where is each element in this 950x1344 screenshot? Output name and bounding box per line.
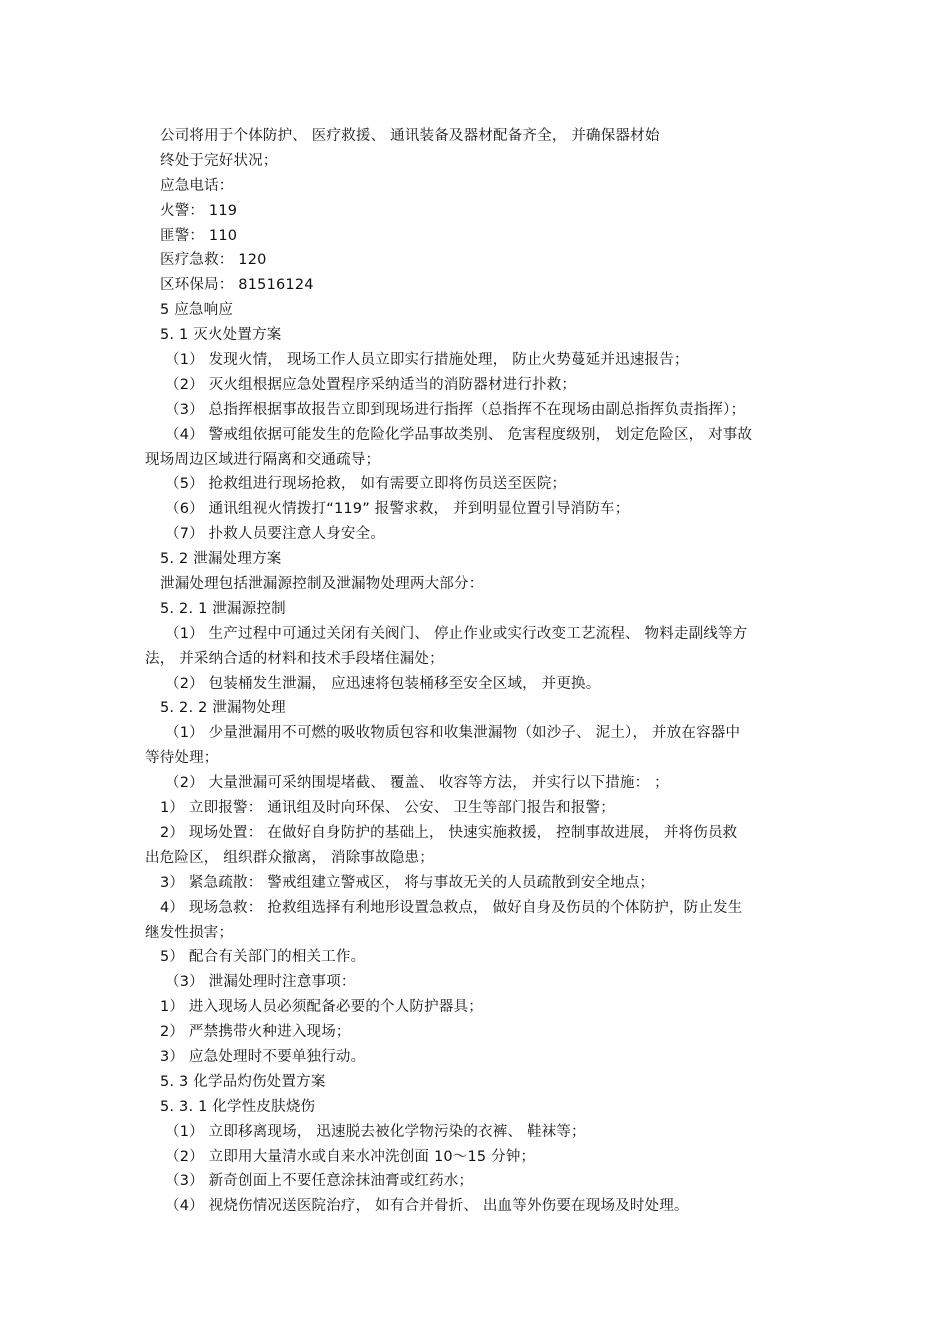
text-line: 火警： 119 xyxy=(160,202,238,219)
text-line: （1） 少量泄漏用不可燃的吸收物质包容和收集泄漏物（如沙子、 泥土）， 并放在容器中 xyxy=(165,725,741,742)
text-line: （4） 视烧伤情况送医院治疗， 如有合并骨折、 出血等外伤要在现场及时处理。 xyxy=(165,1198,689,1215)
text-line: 泄漏处理包括泄漏源控制及泄漏物处理两大部分： xyxy=(160,576,484,593)
text-line: 1） 进入现场人员必须配备必要的个人防护器具； xyxy=(160,999,483,1016)
text-line: （2） 立即用大量清水或自来水冲洗创面 10～15 分钟； xyxy=(165,1148,536,1165)
text-line: （2） 包装桶发生泄漏， 应迅速将包装桶移至安全区域， 并更换。 xyxy=(165,675,601,692)
text-line: 4） 现场急救： 抢救组选择有利地形设置急救点， 做好自身及伤员的个体防护，防止发生 xyxy=(160,899,743,916)
text-line: 5. 2. 2 泄漏物处理 xyxy=(160,700,286,717)
text-line: （5） 抢救组进行现场抢救， 如有需要立即将伤员送至医院； xyxy=(165,476,567,493)
text-line: 医疗急救： 120 xyxy=(160,252,267,269)
text-line: （2） 灭火组根据应急处置程序采纳适当的消防器材进行扑救； xyxy=(165,376,577,393)
text-line: 5. 2. 1 泄漏源控制 xyxy=(160,600,286,617)
text-line: 终处于完好状况； xyxy=(160,152,278,169)
text-line: 5. 2 泄漏处理方案 xyxy=(160,551,282,568)
text-line: （7） 扑救人员要注意人身安全。 xyxy=(165,526,386,543)
text-line: （3） 总指挥根据事故报告立即到现场进行指挥（总指挥不在现场由副总指挥负责指挥）； xyxy=(165,401,746,418)
text-line: 2） 现场处置： 在做好自身防护的基础上， 快速实施救援， 控制事故进展， 并将伤员救 xyxy=(160,824,738,841)
text-line: 5） 配合有关部门的相关工作。 xyxy=(160,949,366,966)
text-line: 法， 并采纳合适的材料和技术手段堵住漏处； xyxy=(145,650,444,667)
text-line: 5. 3. 1 化学性皮肤烧伤 xyxy=(160,1098,316,1115)
text-line: 出危险区， 组织群众撤离， 消除事故隐患； xyxy=(145,849,434,866)
text-line: （1） 生产过程中可通过关闭有关阀门、 停止作业或实行改变工艺流程、 物料走副线等方 xyxy=(165,625,748,642)
text-line: 公司将用于个体防护、 医疗救援、 通讯装备及器材配备齐全， 并确保器材始 xyxy=(160,128,660,144)
text-line: 区环保局： 81516124 xyxy=(160,277,314,294)
text-line: 3） 应急处理时不要单独行动。 xyxy=(160,1048,366,1065)
text-line: （6） 通讯组视火情拨打“119” 报警求救， 并到明显位置引导消防车； xyxy=(165,501,630,518)
text-line: 匪警： 110 xyxy=(160,227,238,244)
text-line: 3） 紧急疏散： 警戒组建立警戒区， 将与事故无关的人员疏散到安全地点； xyxy=(160,874,655,891)
text-line: 等待处理； xyxy=(145,750,219,767)
text-line: （3） 泄漏处理时注意事项： xyxy=(165,974,356,991)
text-line: （2） 大量泄漏可采纳围堤堵截、 覆盖、 收容等方法， 并实行以下措施： ； xyxy=(165,775,669,792)
text-line: 5. 1 灭火处置方案 xyxy=(160,327,282,344)
text-line: 1） 立即报警： 通讯组及时向环保、 公安、 卫生等部门报告和报警； xyxy=(160,800,615,817)
document-body xyxy=(0,124,950,1219)
text-line: 继发性损害； xyxy=(145,924,234,941)
text-line: 应急电话： xyxy=(160,177,234,194)
text-line: （1） 发现火情， 现场工作人员立即实行措施处理， 防止火势蔓延并迅速报告； xyxy=(165,352,689,369)
text-line: （1） 立即移离现场， 迅速脱去被化学物污染的衣裤、 鞋袜等； xyxy=(165,1123,586,1140)
text-line: 5. 3 化学品灼伤处置方案 xyxy=(160,1073,326,1090)
text-line: （3） 新奇创面上不要任意涂抹油膏或红药水； xyxy=(165,1173,474,1190)
text-line: （4） 警戒组依据可能发生的危险化学品事故类别、 危害程度级别， 划定危险区， 对事故 xyxy=(165,426,753,443)
text-line: 现场周边区域进行隔离和交通疏导； xyxy=(145,451,381,468)
text-line: 2） 严禁携带火种进入现场； xyxy=(160,1024,351,1041)
text-line: 5 应急响应 xyxy=(160,302,234,319)
